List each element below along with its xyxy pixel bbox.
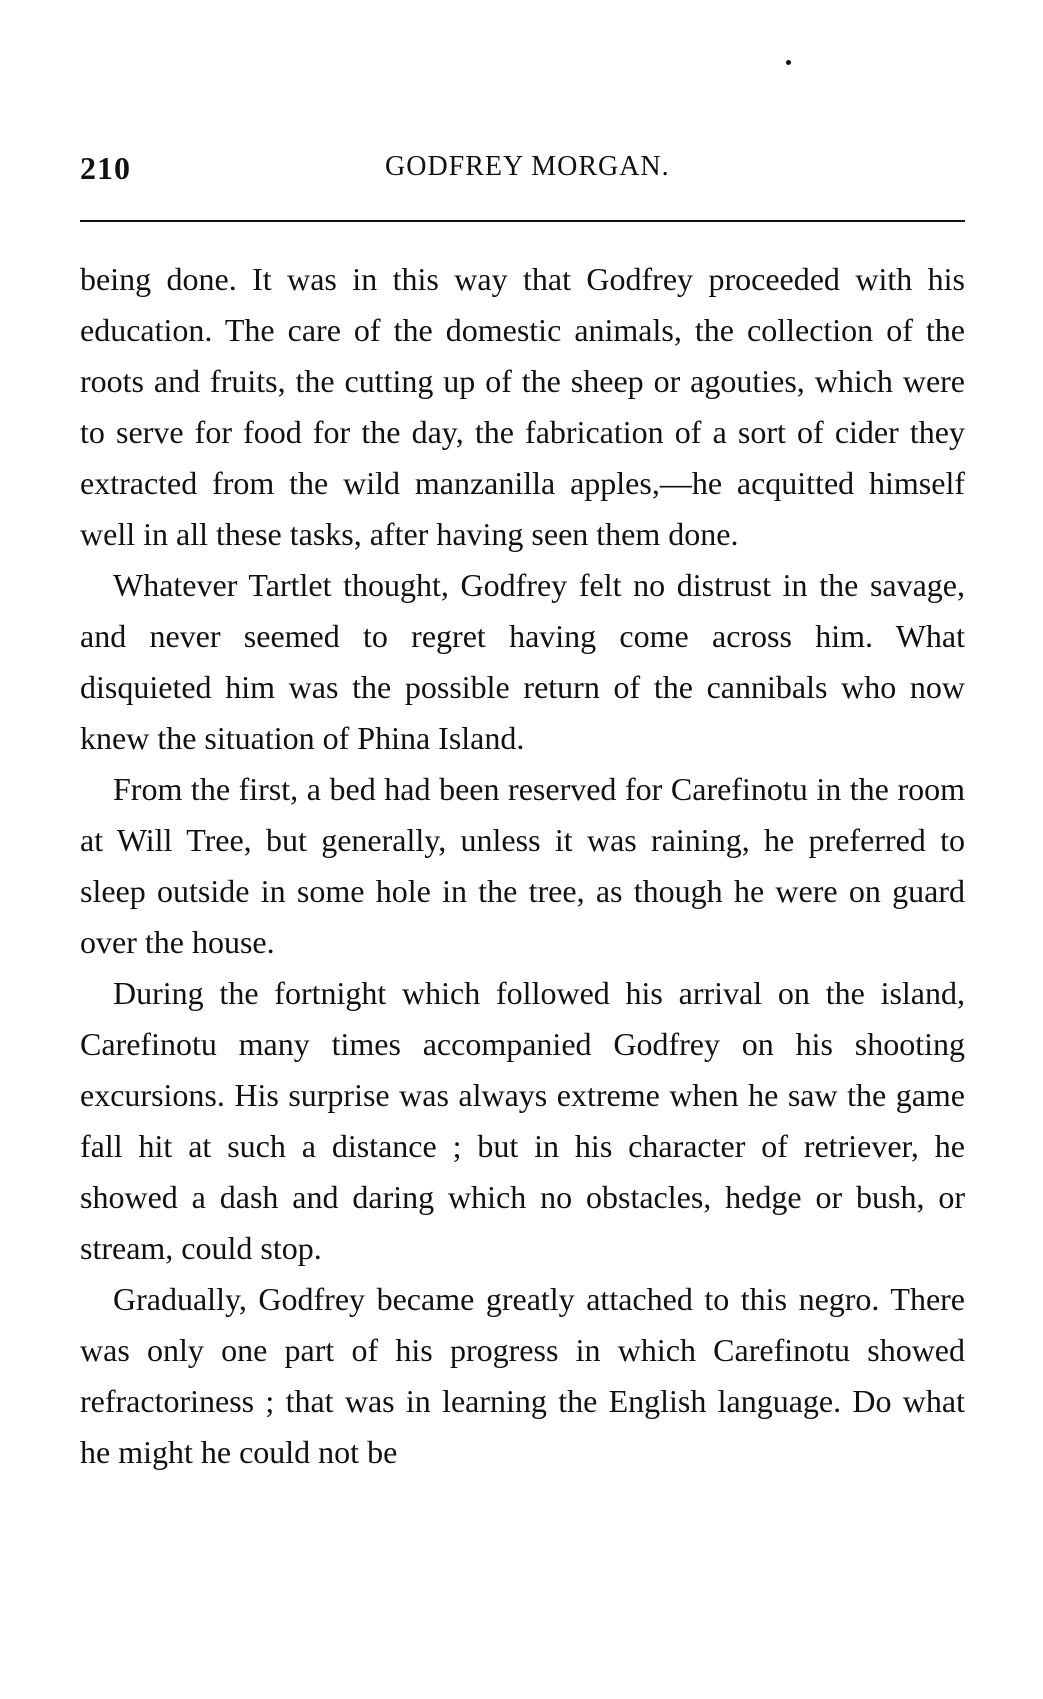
paragraph-continued: being done. It was in this way that Godfrey proceeded with his education. The care of the domestic animals, the collection of the roots and fruits, the cutting up of the sheep or agouties, which were to serve for food for the day, the fabrication of a sort of cider they extracted from the wild manzanilla apples,—he acquitted himself well in all these tasks, after having seen them done. xyxy=(80,261,965,552)
header-rule xyxy=(80,220,965,222)
print-speck xyxy=(786,60,791,65)
body-text xyxy=(80,254,965,1478)
paragraph: From the first, a bed had been reserved for Carefinotu in the room at Will Tree, but generally, unless it was raining, he preferred to sleep outside in some hole in the tree, as though he were on guard over the house. xyxy=(80,771,965,960)
running-title: GODFREY MORGAN. xyxy=(385,151,670,182)
paragraph: Whatever Tartlet thought, Godfrey felt no distrust in the savage, and never seemed to regret having come across him. What disquieted him was the possible return of the cannibals who now knew the situation of Phina Island. xyxy=(80,567,965,756)
running-head xyxy=(80,150,965,194)
page-number: 210 xyxy=(80,150,131,186)
paragraph: Gradually, Godfrey became greatly attached to this negro. There was only one part of his progress in which Carefinotu showed refractoriness ; that was in learning the English language. Do what he might he could not be xyxy=(80,1281,965,1470)
paragraph: During the fortnight which followed his arrival on the island, Carefinotu many times accompanied Godfrey on his shooting excursions. His surprise was always extreme when he saw the game fall hit at such a distance ; but in his character of retriever, he showed a dash and daring which no obstacles, hedge or bush, or stream, could stop. xyxy=(80,975,965,1266)
